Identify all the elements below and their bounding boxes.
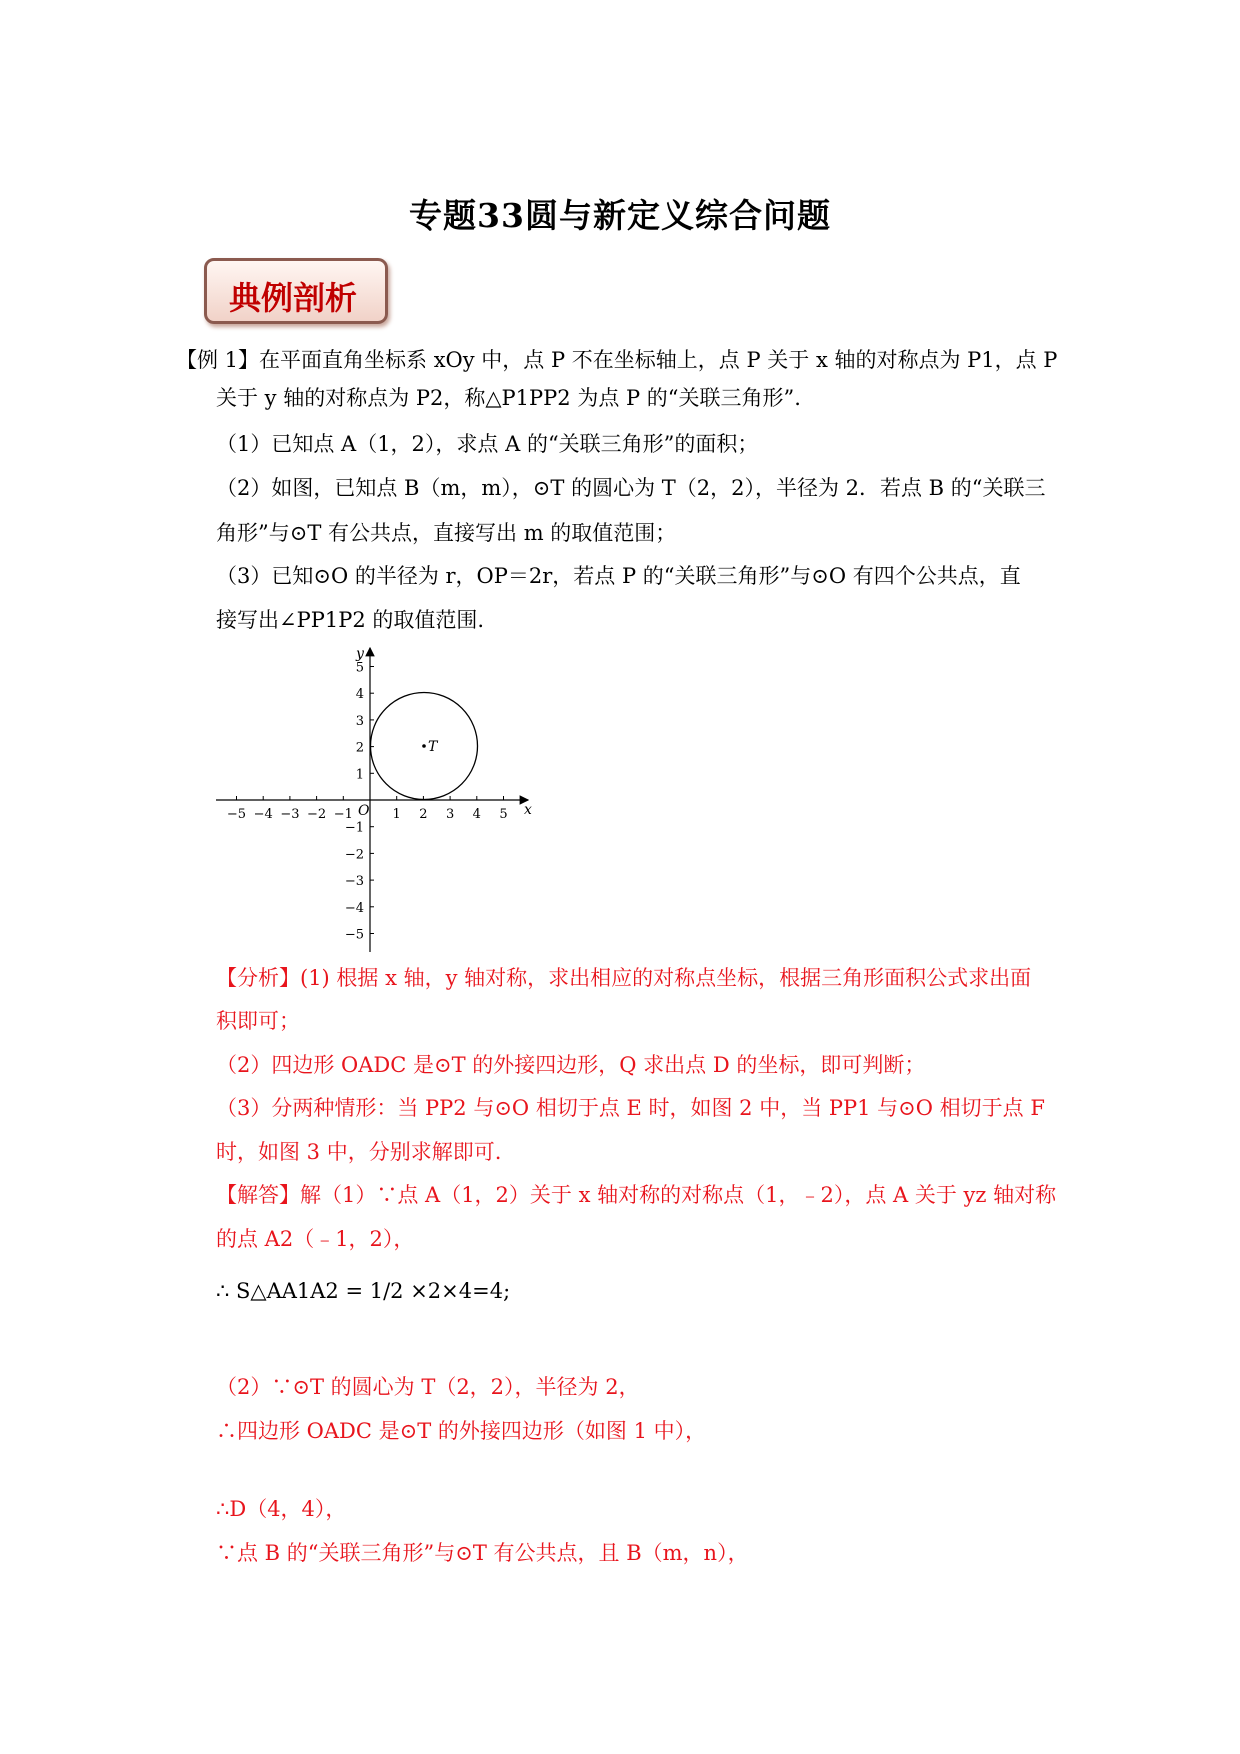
point-T (422, 744, 426, 748)
y-tick-label: 3 (355, 713, 364, 729)
analysis-line-3: （2）四边形 OADC 是⊙T 的外接四边形，Q 求出点 D 的坐标，即可判断； (216, 1053, 926, 1077)
x-tick-label: −3 (280, 807, 300, 822)
solution-line-6: ∴D（4，4）， (216, 1497, 347, 1521)
x-tick-label: 1 (392, 807, 401, 822)
y-tick-label: 1 (355, 767, 364, 783)
y-tick-label: 4 (355, 687, 364, 703)
analysis-line-1: 【分析】(1) 根据 x 轴，y 轴对称，求出相应的对称点坐标，根据三角形面积公式求出面 (216, 966, 1032, 990)
origin-label: O (358, 803, 370, 819)
solution-line-7: ∵点 B 的“关联三角形”与⊙T 有公共点，且 B（m，n）， (216, 1541, 749, 1565)
page-title: 专题33圆与新定义综合问题 (409, 196, 831, 235)
analysis-line-5: 时，如图 3 中，分别求解即可. (216, 1140, 502, 1164)
example-line-3: （1）已知点 A（1，2），求点 A 的“关联三角形”的面积； (216, 432, 759, 456)
y-axis-label: y (356, 646, 364, 662)
x-axis-label: x (524, 802, 532, 818)
example-line-7: 接写出∠PP1P2 的取值范围. (216, 608, 485, 632)
solution-line-4: （2）∵⊙T 的圆心为 T（2，2），半径为 2， (216, 1375, 640, 1399)
y-tick-label: −3 (344, 874, 364, 890)
analysis-line-2: 积即可； (216, 1009, 300, 1033)
x-tick-label: 2 (419, 807, 428, 822)
x-tick-label: −5 (226, 807, 247, 822)
example-line-1: 【例 1】在平面直角坐标系 xOy 中，点 P 不在坐标轴上，点 P 关于 x 轴的对称点为 P1，点 P (176, 348, 1058, 372)
solution-line-1: 【解答】解（1）∵点 A（1，2）关于 x 轴对称的对称点（1，﹣2），点 A 关于 yz 轴对称 (216, 1183, 1057, 1207)
x-tick-label: −4 (253, 807, 273, 822)
y-tick-label: 2 (355, 740, 364, 756)
x-tick-label: 3 (445, 807, 455, 822)
y-tick-label: −4 (344, 900, 364, 916)
solution-line-2: 的点 A2（﹣1，2）， (216, 1227, 415, 1251)
example-line-2: 关于 y 轴的对称点为 P2，称△P1PP2 为点 P 的“关联三角形”. (216, 386, 801, 410)
solution-line-3: ∴ S△AA1A2 = 1/2 ×2×4=4; (216, 1279, 511, 1303)
y-tick-label: 5 (355, 660, 364, 676)
y-tick-label: −5 (344, 927, 364, 943)
analysis-line-4: （3）分两种情形：当 PP2 与⊙O 相切于点 E 时，如图 2 中，当 PP1 与⊙O 相切于点 F (216, 1096, 1045, 1120)
x-tick-label: −2 (307, 807, 327, 822)
x-tick-label: −1 (333, 807, 353, 822)
point-T-label: T (428, 739, 438, 755)
example-line-4: （2）如图，已知点 B（m，m），⊙T 的圆心为 T（2，2），半径为 2．若点 B 的“关联三 (216, 476, 1046, 500)
example-line-5: 角形”与⊙T 有公共点，直接写出 m 的取值范围； (216, 521, 677, 545)
y-tick-label: −2 (344, 847, 364, 863)
section-banner-label: 典例剖析 (229, 279, 358, 317)
example-line-6: （3）已知⊙O 的半径为 r，OP＝2r，若点 P 的“关联三角形”与⊙O 有四个公共点，直 (216, 564, 1021, 588)
x-tick-label: 4 (472, 807, 481, 822)
coordinate-graph (210, 640, 540, 960)
section-banner (204, 258, 388, 324)
solution-line-5: ∴四边形 OADC 是⊙T 的外接四边形（如图 1 中）， (216, 1419, 707, 1443)
y-tick-label: −1 (344, 820, 364, 836)
x-tick-label: 5 (499, 807, 508, 822)
